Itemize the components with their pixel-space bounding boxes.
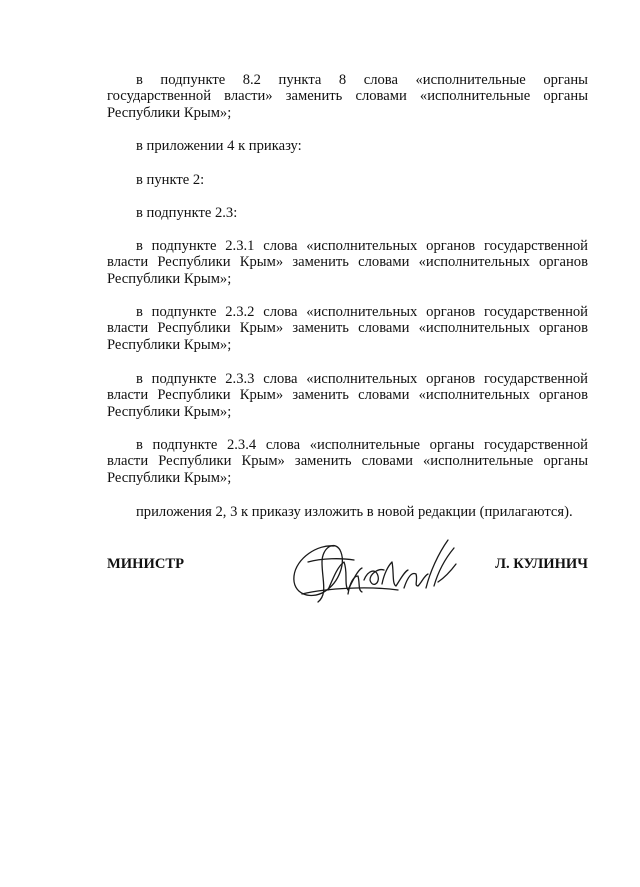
paragraph-text: в подпункте 8.2 пункта 8 слова «исполнительные органы государственной власти» заменить словами «исполнительные органы Республики Крым»;: [107, 72, 588, 121]
paragraph-2-3-3: [107, 371, 588, 420]
signatory-name: Л. КУЛИНИЧ: [495, 556, 588, 572]
paragraph-appendices-2-3: приложения 2, 3 к приказу изложить в новой редакции (прилагаются).: [136, 504, 573, 520]
paragraph-text: в подпункте 2.3.4 слова «исполнительные органы государственной власти Республики Крым» заменить словами «исполнительные органы Республики Крым»;: [107, 437, 588, 486]
paragraph-2-3-1: [107, 238, 588, 287]
paragraph-2-3-4: [107, 437, 588, 486]
paragraph-subpoint-2-3: в подпункте 2.3:: [136, 205, 238, 221]
paragraph-text: в подпункте 2.3.3 слова «исполнительных органов государственной власти Республики Крым» заменить словами «исполнительных органов Республики Крым»;: [107, 371, 588, 420]
paragraph-point-2: в пункте 2:: [136, 172, 205, 188]
paragraph-text: в подпункте 2.3.2 слова «исполнительных органов государственной власти Республики Крым» заменить словами «исполнительных органов Республики Крым»;: [107, 304, 588, 353]
signatory-title: МИНИСТР: [107, 556, 185, 572]
handwritten-signature: [288, 532, 468, 610]
paragraph-2-3-2: [107, 304, 588, 353]
paragraph-text: в подпункте 2.3.1 слова «исполнительных органов государственной власти Республики Крым» заменить словами «исполнительных органов Республики Крым»;: [107, 238, 588, 287]
paragraph-appendix-4: в приложении 4 к приказу:: [136, 138, 302, 154]
paragraph-8-2: [107, 72, 588, 121]
